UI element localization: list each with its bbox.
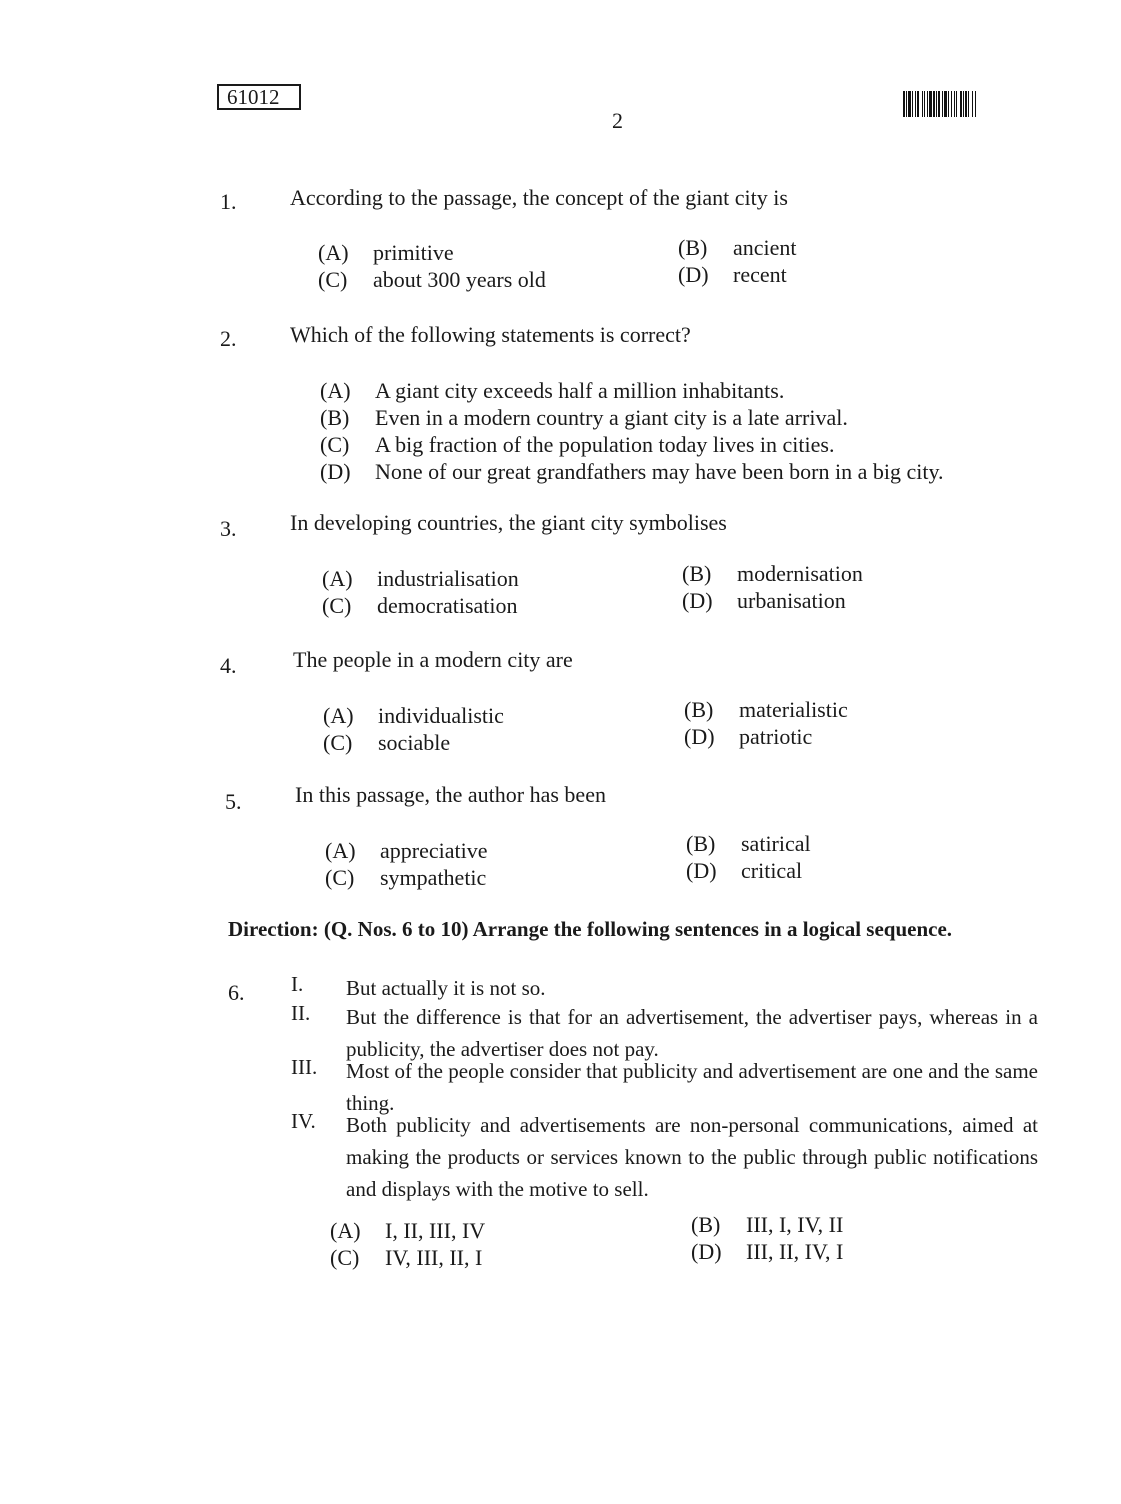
- question-number: 1.: [220, 189, 237, 214]
- option-c: (C) A big fraction of the population today lives in cities.: [320, 432, 835, 457]
- option-d: (D) III, II, IV, I: [691, 1239, 844, 1264]
- question-number: 5.: [225, 789, 242, 814]
- option-c: (C) about 300 years old: [318, 267, 546, 292]
- paper-code: 61012: [217, 84, 301, 110]
- question-text: Which of the following statements is correct?: [290, 322, 691, 347]
- question-number: 4.: [220, 653, 237, 678]
- question-number: 6.: [228, 980, 245, 1005]
- option-b: (B) materialistic: [684, 697, 848, 722]
- option-a: (A) industrialisation: [322, 566, 519, 591]
- option-d: (D) critical: [686, 858, 803, 883]
- option-b: (B) modernisation: [682, 561, 863, 586]
- option-d: (D) recent: [678, 262, 787, 287]
- direction-heading: Direction: (Q. Nos. 6 to 10) Arrange the following sentences in a logical sequence.: [228, 917, 953, 941]
- option-d: (D) patriotic: [684, 724, 813, 749]
- option-d: (D) urbanisation: [682, 588, 846, 613]
- question-text: In this passage, the author has been: [295, 782, 606, 807]
- question-number: 3.: [220, 516, 237, 541]
- question-number: 2.: [220, 326, 237, 351]
- option-b: (B) satirical: [686, 831, 811, 856]
- option-c: (C) democratisation: [322, 593, 518, 618]
- option-c: (C) IV, III, II, I: [330, 1245, 483, 1270]
- question-text: The people in a modern city are: [293, 647, 573, 672]
- option-b: (B) Even in a modern country a giant city is a late arrival.: [320, 405, 848, 430]
- option-a: (A) I, II, III, IV: [330, 1218, 486, 1243]
- page-number: 2: [612, 108, 623, 133]
- question-text: In developing countries, the giant city symbolises: [290, 510, 727, 535]
- question-text: According to the passage, the concept of the giant city is: [290, 185, 788, 210]
- option-a: (A) primitive: [318, 240, 454, 265]
- option-c: (C) sympathetic: [325, 865, 487, 890]
- option-b: (B) ancient: [678, 235, 797, 260]
- exam-page: 61012 2 1. According to the passage, the concept of the giant city is (A) primitive (B) ancient (C) about 300 years old (D) recent 2. Which of the following statements is correct? (A) A giant city exceeds half a million inhabitants. (B) Even in a modern country a giant city is a late arrival. (C) A big fraction of the population today lives in cities. (D) None of our great grandfathers may have been born in a big city. 3. In developing countries, the giant city symbolises (A) industrialisation (B) modernisation (C) democratisation (D) urbanisation 4. The people in a modern city are (A) individualistic (B) materialistic (C) sociable (D) patriotic 5. In this passage, the author has been (A) appreciative (B) satirical (C) sympathetic (D) critical Direction: (Q. Nos. 6 to 10) Arrange the following sentences in a logical sequence. 6. I. But actually it is not so. II. But the difference is that for an advertisement, the advertiser pays, whereas in a publicity, the advertiser does not pay. III. Most of the people consider that publicity and advertisement are one and the same thing. IV. Both publicity and advertisements are non-personal communications, aimed at making the products or services known to the public through public notifications and displays with the motive to sell. (A) I, II, III, IV (B) III, I, IV, II (C) IV, III, II, I (D) III, II, IV, I: [0, 0, 1121, 1504]
- option-a: (A) A giant city exceeds half a million inhabitants.: [320, 378, 785, 403]
- option-b: (B) III, I, IV, II: [691, 1212, 844, 1237]
- barcode-icon: [903, 91, 1056, 117]
- option-c: (C) sociable: [323, 730, 451, 755]
- option-d: (D) None of our great grandfathers may have been born in a big city.: [320, 459, 944, 484]
- option-a: (A) appreciative: [325, 838, 488, 863]
- option-a: (A) individualistic: [323, 703, 504, 728]
